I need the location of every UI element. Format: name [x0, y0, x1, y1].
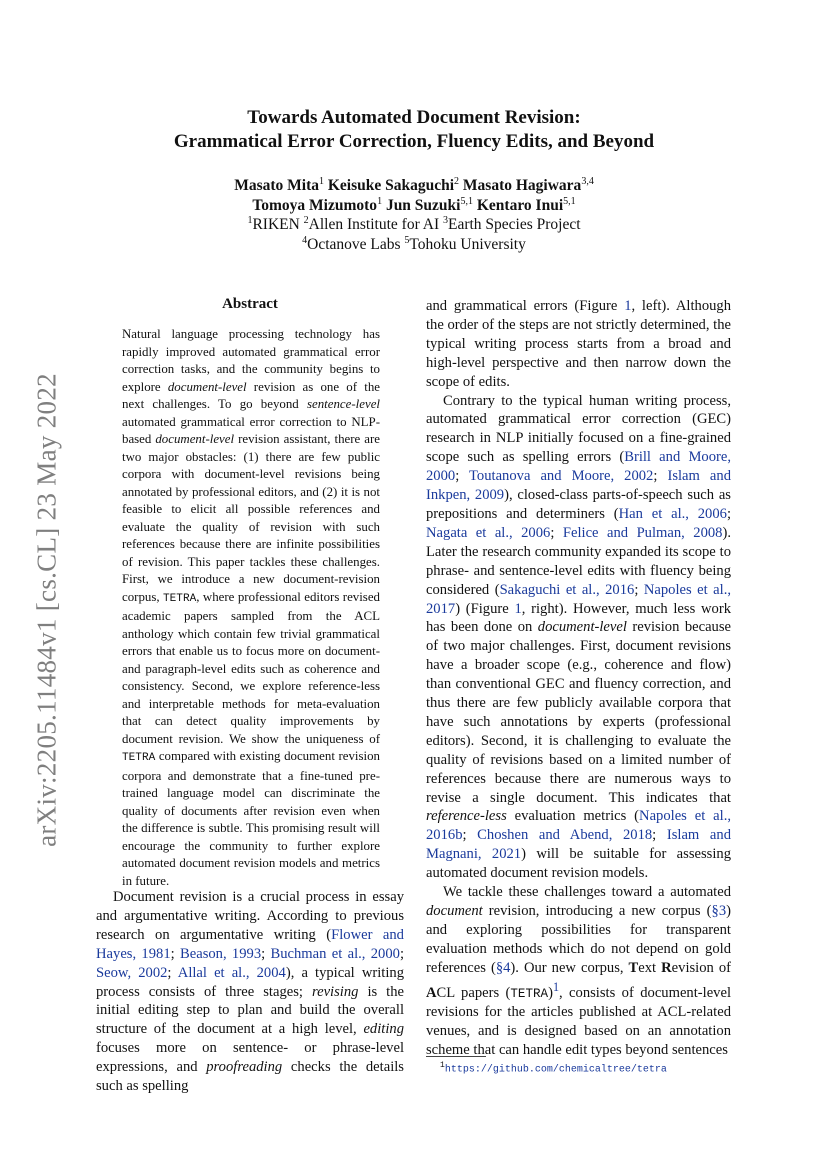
arxiv-identifier-stamp: arXiv:2205.11484v1 [cs.CL] 23 May 2022: [31, 373, 62, 847]
right-column: [426, 297, 731, 1060]
citation-link[interactable]: Sakaguchi et al., 2016: [499, 581, 635, 598]
author-name: Kentaro Inui: [476, 196, 564, 214]
paper-title: [0, 106, 828, 154]
author-name: Masato Hagiwara: [462, 177, 582, 194]
affiliations-row-1: [0, 215, 828, 235]
author-name: Tomoya Mizumoto: [252, 196, 378, 214]
citation-link[interactable]: Felice and Pulman, 2008: [562, 524, 723, 541]
citation-link[interactable]: Flower and Hayes, 1981: [96, 926, 404, 962]
citation-link[interactable]: Han et al., 2006: [618, 505, 727, 522]
paragraph: We tackle these challenges toward a automated document revision, introducing a new corpus (§3) and exploring possibilities for transparent evaluation methods which do not depend on gold references (§4). Our new corpus, Text Revision of ACL papers (TETRA)$^1$, consists of document-level revisions for the articles published at ACL-related venues, and is designed based on an annotation scheme that can handle edit types beyond sentences: [426, 884, 731, 1059]
citation-link[interactable]: Brill and Moore, 2000: [426, 449, 731, 485]
affiliation: Tohoku University: [409, 235, 526, 253]
figure-reference-link[interactable]: 1: [624, 298, 632, 314]
affiliation-mark: 5: [404, 234, 410, 246]
affiliations-row-2: [0, 235, 828, 255]
footnote-mark-link[interactable]: 1: [552, 979, 560, 994]
citation-link[interactable]: Buchman et al., 2000: [270, 945, 400, 962]
corpus-name: TETRA: [122, 752, 156, 764]
corpus-name: TETRA: [510, 986, 549, 1001]
abstract-text: Natural language processing technology has rapidly improved automated grammatical error correction tasks, and the community begins to explore document-level revision as one of the next challenges. To go beyond sentence-level automated grammatical error correction to NLP-based document-level revision assistant, there are two major obstacles: (1) there are few public corpora with document-level revisions being annotated by professional editors, and (2) it is not feasible to elicit all possible references and evaluate the quality of revision with such references because there are infinite possibilities of revision. This paper tackles these challenges. First, we introduce a new document-revision corpus, TETRA, where professional editors revised academic papers sampled from the ACL anthology which contain few trivial grammatical errors that enable us to focus more on document- and paragraph-level edits such as coherence and consistency. Second, we explore reference-less and interpretable methods for meta-evaluation that can detect quality improvements by document revision. We show the uniqueness of TETRA compared with existing document revision corpora and demonstrate that a fine-tuned pre-trained language model can discriminate the quality of documents after revision even when the difference is subtle. This promising result will encourage the community to further explore automated document revision models and metrics in future.: [122, 327, 380, 888]
author-affiliation-mark: 5,1: [460, 195, 473, 207]
author-names-row-2: [0, 196, 828, 216]
paragraph: Contrary to the typical human writing process, automated grammatical error correction (GEC) research in NLP initially focused on a fine-grained scope such as spelling errors (Brill and Moore, 2000; Toutanova and Moore, 2002; Islam and Inkpen, 2009), closed-class parts-of-speech such as prepositions and determiners (Han et al., 2006; Nagata et al., 2006; Felice and Pulman, 2008). Later the research community expanded its scope to phrase- and sentence-level edits with fluency being considered (Sakaguchi et al., 2016; Napoles et al., 2017) (Figure 1, right). However, much less work has been done on document-level revision because of two major challenges. First, document revisions have a broader scope (e.g., coherence and flow) than conventional GEC and fluency correction, and thus there are few publicly available corpora that have such annotations by experts (professional editors). Second, it is challenging to evaluate the quality of revisions based on a limited number of references because there are numerous ways to revise a single document. This indicates that reference-less evaluation metrics (Napoles et al., 2016b; Choshen and Abend, 2018; Islam and Magnani, 2021) will be suitable for assessing automated document revision models.: [426, 392, 732, 882]
affiliation-mark: 3: [442, 215, 448, 226]
citation-link[interactable]: Choshen and Abend, 2018: [477, 827, 653, 844]
citation-link[interactable]: Napoles et al., 2016b: [426, 808, 731, 844]
affiliation: Allen Institute for AI: [308, 216, 440, 233]
author-names-row-1: [0, 176, 828, 196]
citation-link[interactable]: Seow, 2002: [96, 964, 168, 981]
author-name: Masato Mita: [234, 177, 319, 194]
author-name: Jun Suzuki: [385, 196, 461, 214]
section-reference-link[interactable]: §4: [495, 959, 511, 976]
author-affiliation-mark: 5,1: [563, 195, 576, 207]
affiliation-mark: 2: [303, 215, 309, 226]
affiliation-mark: 1: [247, 215, 253, 226]
citation-link[interactable]: Allal et al., 2004: [177, 964, 286, 981]
citation-link[interactable]: Islam and Magnani, 2021: [426, 827, 731, 863]
title-line-2: Grammatical Error Correction, Fluency Edits, and Beyond: [173, 131, 655, 152]
section-reference-link[interactable]: §3: [711, 903, 727, 919]
citation-link[interactable]: Beason, 1993: [180, 945, 262, 962]
affiliation: Octanove Labs: [307, 235, 401, 253]
introduction-left-column: Document revision is a crucial process in essay and argumentative writing. According to previous research on argumentative writing (Flower and Hayes, 1981; Beason, 1993; Buchman et al., 2000; Seow, 2002; Allal et al., 2004), a typical writing process consists of three stages; revising is the initial editing step to plan and build the overall structure of the document at a high level, editing focuses more on sentence- or phrase-level expressions, and proofreading checks the details such as spelling: [96, 889, 404, 1095]
affiliation: RIKEN: [252, 216, 300, 233]
affiliation: Earth Species Project: [447, 216, 581, 233]
author-affiliation-mark: 1: [318, 176, 324, 187]
corpus-name: TETRA: [163, 592, 197, 605]
author-block: [0, 176, 828, 254]
paragraph: and grammatical errors (Figure 1, left). Although the order of the steps are not strictly determined, the typical writing process starts from a broad and high-level perspective and then narrow down the scope of edits.: [426, 298, 732, 390]
citation-link[interactable]: Islam and Inkpen, 2009: [426, 468, 731, 504]
footnote-url-link[interactable]: https://github.com/chemicaltree/tetra: [444, 1064, 667, 1076]
citation-link[interactable]: Toutanova and Moore, 2002: [469, 468, 654, 485]
footnote: [440, 1061, 667, 1075]
footnote-divider: [426, 1056, 486, 1057]
figure-reference-link[interactable]: 1: [514, 600, 522, 617]
author-affiliation-mark: 2: [454, 176, 460, 187]
citation-link[interactable]: Napoles et al., 2017: [426, 581, 731, 617]
author-name: Keisuke Sakaguchi: [327, 177, 455, 194]
citation-link[interactable]: Nagata et al., 2006: [426, 524, 551, 541]
abstract-heading: Abstract: [222, 296, 278, 312]
affiliation-mark: 4: [302, 234, 308, 246]
author-affiliation-mark: 3,4: [581, 176, 594, 187]
footnote-number: 1: [440, 1061, 445, 1070]
title-line-1: Towards Automated Document Revision:: [247, 107, 581, 128]
author-affiliation-mark: 1: [377, 195, 383, 207]
